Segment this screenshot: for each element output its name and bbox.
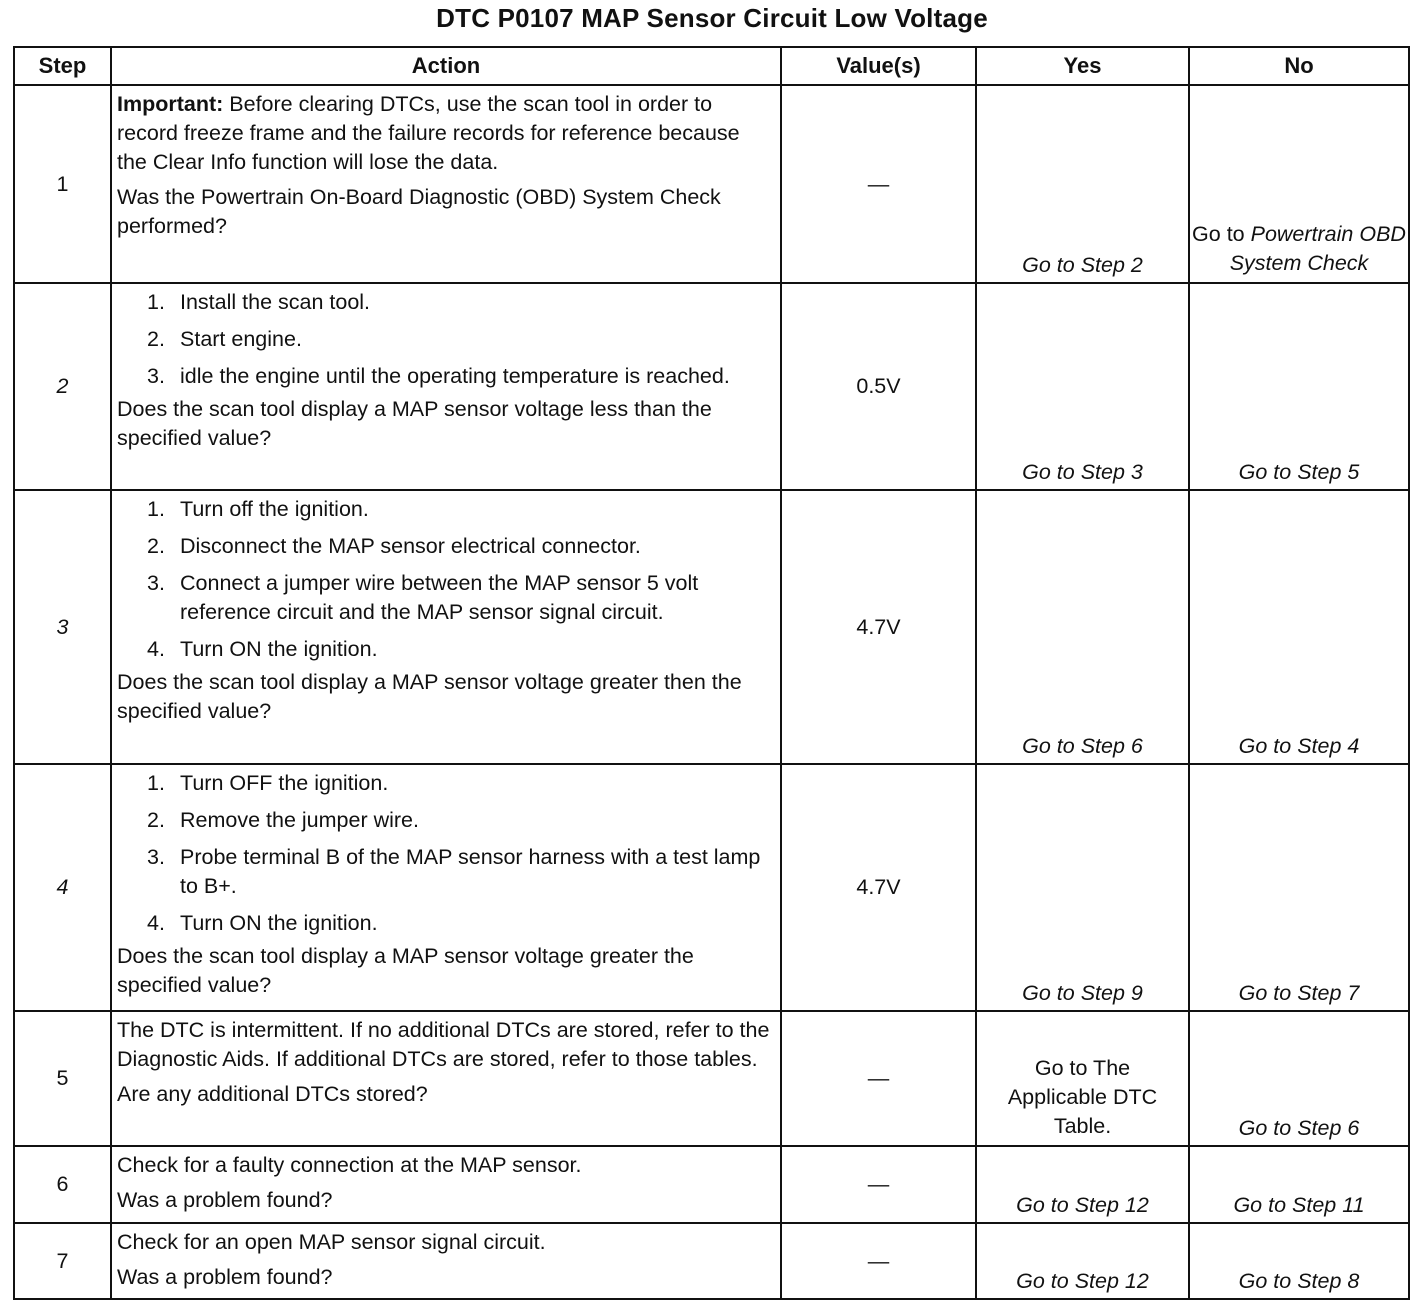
action-cell xyxy=(111,1011,781,1146)
step-number: 4 xyxy=(14,764,111,1011)
table-row xyxy=(14,1146,1409,1223)
list-item: 3. idle the engine until the operating temperature is reached. xyxy=(147,364,730,388)
question-text: Was a problem found? xyxy=(117,1188,333,1212)
action-cell xyxy=(111,85,781,283)
no-action[interactable]: Go to Step 6 xyxy=(1189,1011,1409,1146)
diagnostic-table xyxy=(13,46,1410,1300)
question-text: Does the scan tool display a MAP sensor voltage less than the specified value? xyxy=(117,397,712,450)
question-text: Does the scan tool display a MAP sensor voltage greater the specified value? xyxy=(117,944,694,997)
yes-action[interactable]: Go to Step 3 xyxy=(976,283,1189,490)
yes-action[interactable]: Go to Step 2 xyxy=(976,85,1189,283)
step-number: 2 xyxy=(14,283,111,490)
list-item: 2. Start engine. xyxy=(147,327,302,351)
value-cell: 0.5V xyxy=(781,283,976,490)
header-yes: Yes xyxy=(976,47,1189,85)
instruction-text: Check for a faulty connection at the MAP sensor. xyxy=(117,1153,582,1177)
value-cell: 4.7V xyxy=(781,764,976,1011)
list-item: 3. Connect a jumper wire between the MAP sensor 5 volt reference circuit and the MAP sensor signal circuit. xyxy=(147,571,699,624)
list-item: 1. Turn OFF the ignition. xyxy=(147,771,389,795)
procedure-list xyxy=(117,495,772,664)
no-action[interactable]: Go to Step 7 xyxy=(1189,764,1409,1011)
header-values: Value(s) xyxy=(781,47,976,85)
list-item: 4. Turn ON the ignition. xyxy=(147,911,378,935)
instruction-text: The DTC is intermittent. If no additional DTCs are stored, refer to the Diagnostic Aids. If additional DTCs are stored, refer to those tables. xyxy=(117,1018,770,1071)
action-cell xyxy=(111,490,781,764)
procedure-list xyxy=(117,288,772,391)
value-cell: — xyxy=(781,85,976,283)
no-action[interactable]: Go to Step 4 xyxy=(1189,490,1409,764)
question-text: Was the Powertrain On-Board Diagnostic (OBD) System Check performed? xyxy=(117,185,721,238)
yes-action[interactable]: Go to Step 9 xyxy=(976,764,1189,1011)
header-no: No xyxy=(1189,47,1409,85)
list-item: 1. Install the scan tool. xyxy=(147,290,371,314)
question-text: Are any additional DTCs stored? xyxy=(117,1082,428,1106)
procedure-list xyxy=(117,769,772,938)
important-label: Important: xyxy=(117,92,224,116)
important-note xyxy=(117,90,772,177)
yes-action[interactable]: Go to The Applicable DTC Table. xyxy=(976,1011,1189,1146)
action-cell xyxy=(111,1223,781,1299)
value-cell: 4.7V xyxy=(781,490,976,764)
action-cell xyxy=(111,1146,781,1223)
question-text: Does the scan tool display a MAP sensor voltage greater then the specified value? xyxy=(117,670,742,723)
list-item: 2. Remove the jumper wire. xyxy=(147,808,419,832)
question-text: Was a problem found? xyxy=(117,1265,333,1289)
no-action[interactable]: Go to Step 11 xyxy=(1189,1146,1409,1223)
header-action: Action xyxy=(111,47,781,85)
instruction-text: Check for an open MAP sensor signal circuit. xyxy=(117,1230,546,1254)
no-prefix: Go to xyxy=(1192,222,1251,246)
table-row xyxy=(14,283,1409,490)
value-cell: — xyxy=(781,1146,976,1223)
no-action[interactable]: Go to Step 8 xyxy=(1189,1223,1409,1299)
important-text: Before clearing DTCs, use the scan tool in order to record freeze frame and the failure records for reference because the Clear Info function will lose the data. xyxy=(117,92,740,174)
step-number: 7 xyxy=(14,1223,111,1299)
page-title: DTC P0107 MAP Sensor Circuit Low Voltage xyxy=(436,3,988,33)
list-item: 3. Probe terminal B of the MAP sensor harness with a test lamp to B+. xyxy=(147,845,761,898)
powertrain-obd-link[interactable]: Powertrain OBD System Check xyxy=(1229,222,1406,275)
yes-action[interactable]: Go to Step 12 xyxy=(976,1223,1189,1299)
list-item: 4. Turn ON the ignition. xyxy=(147,637,378,661)
value-cell: — xyxy=(781,1011,976,1146)
step-number: 6 xyxy=(14,1146,111,1223)
yes-action[interactable]: Go to Step 6 xyxy=(976,490,1189,764)
yes-action[interactable]: Go to Step 12 xyxy=(976,1146,1189,1223)
step-number: 1 xyxy=(14,85,111,283)
table-row xyxy=(14,85,1409,283)
step-number: 5 xyxy=(14,1011,111,1146)
no-action[interactable] xyxy=(1189,85,1409,283)
list-item: 1. Turn off the ignition. xyxy=(147,497,369,521)
table-row xyxy=(14,764,1409,1011)
table-row xyxy=(14,1011,1409,1146)
table-row xyxy=(14,1223,1409,1299)
step-number: 3 xyxy=(14,490,111,764)
table-row xyxy=(14,490,1409,764)
list-item: 2. Disconnect the MAP sensor electrical connector. xyxy=(147,534,641,558)
action-cell xyxy=(111,764,781,1011)
header-row xyxy=(14,47,1409,85)
header-step: Step xyxy=(14,47,111,85)
no-action[interactable]: Go to Step 5 xyxy=(1189,283,1409,490)
value-cell: — xyxy=(781,1223,976,1299)
action-cell xyxy=(111,283,781,490)
